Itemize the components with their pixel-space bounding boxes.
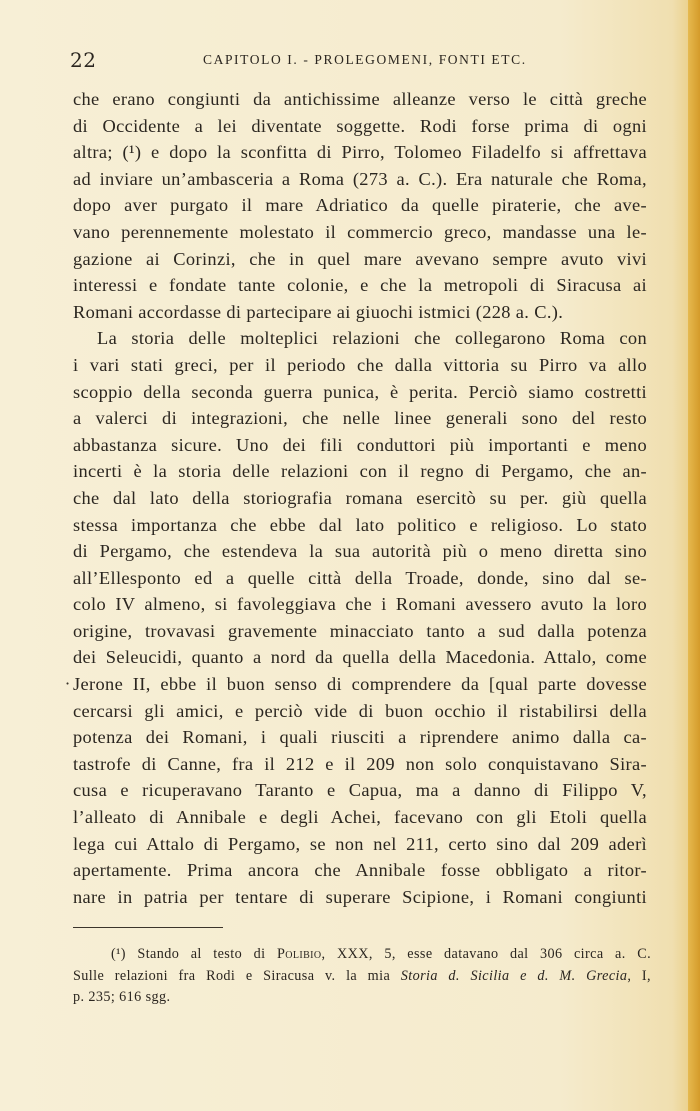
footnote-book-title: Storia d. Sicilia e d. M. Grecia [400, 967, 628, 984]
text-line: gazione ai Corinzi, che in quel mare avevano sempre avuto vivi [73, 248, 647, 269]
footnote-rule [73, 927, 223, 928]
footnote-author: Polibio [276, 946, 322, 962]
text-line: apertamente. Prima ancora che Annibale fosse obbligato a ritor- [73, 860, 647, 881]
text-line: Jerone II, ebbe il buon senso di comprendere da [qual parte dovesse [73, 674, 647, 695]
footnote-text: Sulle relazioni fra Rodi e Siracusa v. la mia [73, 967, 391, 984]
text-line: all’Ellesponto ed a quelle città della Troade, donde, sino dal se- [73, 567, 647, 588]
text-line: dopo aver purgato il mare Adriatico da quelle piraterie, che ave- [73, 195, 647, 216]
text-line: altra; (¹) e dopo la sconfitta di Pirro, Tolomeo Filadelfo si affrettava [73, 142, 647, 163]
footnote-text: (¹) Stando al testo di [111, 946, 266, 962]
text-line: cercarsi gli amici, e perciò vide di buon occhio il ristabilirsi della [73, 700, 647, 721]
text-line: di Occidente a lei diventate soggette. Rodi forse prima di ogni [73, 115, 647, 136]
text-line: scoppio della seconda guerra punica, è perita. Perciò siamo costretti [73, 381, 647, 402]
footnote-text: , I, [627, 967, 652, 984]
text-line: stessa importanza che ebbe dal lato politico e religioso. Lo stato [73, 514, 647, 535]
footnote-text: , XXX, 5, esse datavano dal 306 circa a. C. [321, 946, 652, 962]
text-line: tastrofe di Canne, fra il 212 e il 209 non solo conquistavano Sira- [73, 753, 647, 774]
text-line: potenza dei Romani, i quali riusciti a riprendere animo dalla ca- [73, 727, 647, 748]
page-number: 22 [70, 48, 97, 72]
text-line: colo IV almeno, si favoleggiava che i Romani avessero avuto la loro [73, 594, 647, 615]
footnote-line: p. 235; 616 sgg. [73, 989, 171, 1005]
text-line: ad inviare un’ambasceria a Roma (273 a. C.). Era naturale che Roma, [73, 168, 647, 189]
text-line: nare in patria per tentare di superare Scipione, i Romani congiunti [73, 886, 647, 907]
text-line: abbastanza sicure. Uno dei fili conduttori più importanti e meno [73, 434, 647, 455]
text-line: che erano congiunti da antichissime alleanze verso le città greche [73, 89, 647, 109]
text-line: vano perennemente molestato il commercio greco, mandasse una le- [73, 221, 647, 242]
text-line: cusa e ricuperavano Taranto e Capua, ma a danno di Filippo V, [73, 780, 647, 801]
margin-mark: · [65, 674, 71, 693]
page-header [70, 48, 630, 78]
text-line: dei Seleucidi, quanto a nord da quella della Macedonia. Attalo, come [73, 647, 647, 668]
text-line: Romani accordasse di partecipare ai giuochi istmici (228 a. C.). [73, 301, 564, 322]
footnote [73, 944, 651, 1009]
text-line: incerti è la storia delle relazioni con il regno di Pergamo, che an- [73, 461, 647, 482]
text-line: lega cui Attalo di Pergamo, se non nel 211, certo sino dal 209 aderì [73, 833, 647, 854]
page-edge [688, 0, 700, 1111]
text-line: l’alleato di Annibale e degli Achei, facevano con gli Etoli quella [73, 807, 647, 828]
running-head: CAPITOLO I. - PROLEGOMENI, FONTI ETC. [203, 52, 527, 67]
text-line: a valerci di integrazioni, che nelle linee generali sono del resto [73, 408, 647, 429]
text-line: i vari stati greci, per il periodo che dalla vittoria su Pirro va allo [73, 354, 647, 375]
footnote-line [73, 966, 651, 988]
body-text [73, 86, 647, 910]
paragraph-start-line: La storia delle molteplici relazioni che collegarono Roma con [97, 328, 647, 349]
footnote-line [73, 944, 651, 966]
text-line: di Pergamo, che estendeva la sua autorità più o meno diretta sino [73, 541, 647, 562]
text-line: origine, trovavasi gravemente minacciato tanto a sud dalla potenza [73, 620, 647, 641]
text-line: che dal lato della storiografia romana esercitò su per. giù quella [73, 487, 647, 508]
text-line: interessi e fondate tante colonie, e che la metropoli di Siracusa ai [73, 275, 647, 296]
